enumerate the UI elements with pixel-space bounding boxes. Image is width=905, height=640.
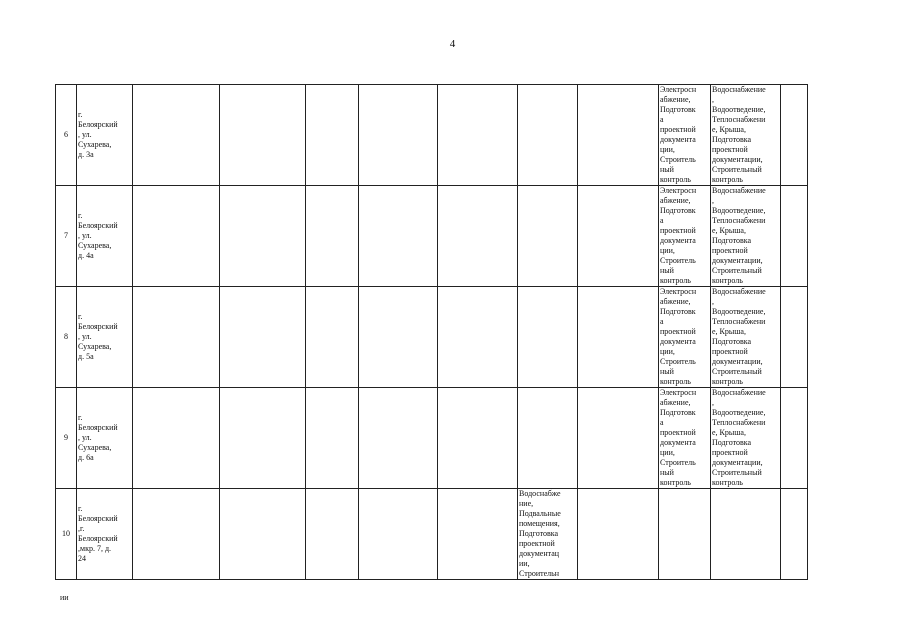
table-cell [133,287,220,388]
row-number: 9 [56,388,77,489]
table-cell [133,489,220,580]
works-table [55,84,808,580]
row-number: 6 [56,85,77,186]
table-cell [781,186,808,287]
address-text: г. Белоярский ,г. Белоярский ,мкр. 7, д. 24 [78,504,118,563]
table-cell [220,287,306,388]
works-cell [711,489,781,580]
table-cell [359,287,438,388]
table-cell [781,287,808,388]
works-cell: Электросн абжение, Подготовк а проектной документа ции, Строитель ный контроль [659,186,711,287]
works-cell: Электросн абжение, Подготовк а проектной документа ции, Строитель ный контроль [659,85,711,186]
works-cell [518,186,578,287]
table-cell [781,388,808,489]
table-cell [438,388,518,489]
works-cell: Водоснабжение , Водоотведение, Теплоснабжени е, Крыша, Подготовка проектной документации, Строительный контроль [711,287,781,388]
address-cell [77,388,133,489]
address-text: г. Белоярский , ул. Сухарева, д. 3а [78,110,118,159]
table-cell [220,85,306,186]
row-number: 10 [56,489,77,580]
table-cell [578,85,659,186]
table-cell [438,85,518,186]
table-cell [438,186,518,287]
table-cell [306,85,359,186]
table-cell [133,186,220,287]
address-cell [77,85,133,186]
table-cell [359,85,438,186]
table-cell [578,186,659,287]
table-cell [220,489,306,580]
address-text: г. Белоярский , ул. Сухарева, д. 6а [78,413,118,462]
works-cell [518,287,578,388]
address-cell [77,489,133,580]
address-text: г. Белоярский , ул. Сухарева, д. 5а [78,312,118,361]
row-number: 7 [56,186,77,287]
table-cell [781,489,808,580]
table-row [56,489,808,580]
row-number: 8 [56,287,77,388]
address-text: г. Белоярский , ул. Сухарева, д. 4а [78,211,118,260]
table-cell [578,388,659,489]
table-cell [306,489,359,580]
works-cell: Водоснабжение , Водоотведение, Теплоснабжени е, Крыша, Подготовка проектной документации, Строительный контроль [711,85,781,186]
works-cell: Водоснабже ние, Подвальные помещения, Подготовка проектной документац ии, Строительн [518,489,578,580]
works-cell: Электросн абжение, Подготовк а проектной документа ции, Строитель ный контроль [659,287,711,388]
table-row [56,388,808,489]
table-cell [133,388,220,489]
page-number: 4 [449,38,456,50]
works-cell [659,489,711,580]
address-cell [77,287,133,388]
table-cell [359,186,438,287]
table-cell [359,388,438,489]
table-cell [306,388,359,489]
table-row [56,186,808,287]
works-cell [518,85,578,186]
table-cell [359,489,438,580]
table-cell [578,287,659,388]
works-cell: Водоснабжение , Водоотведение, Теплоснабжени е, Крыша, Подготовка проектной документации, Строительный контроль [711,186,781,287]
table-cell [306,287,359,388]
table-cell [438,489,518,580]
table-cell [781,85,808,186]
table-cell [133,85,220,186]
table-cell [220,186,306,287]
table-cell [306,186,359,287]
works-cell: Электросн абжение, Подготовк а проектной документа ции, Строитель ный контроль [659,388,711,489]
address-cell [77,186,133,287]
table-cell [220,388,306,489]
works-cell: Водоснабжение , Водоотведение, Теплоснабжени е, Крыша, Подготовка проектной документации, Строительный контроль [711,388,781,489]
works-cell [518,388,578,489]
table-cell [438,287,518,388]
table-row [56,85,808,186]
table-cell [578,489,659,580]
footer-text: ии [60,593,69,602]
table-row [56,287,808,388]
